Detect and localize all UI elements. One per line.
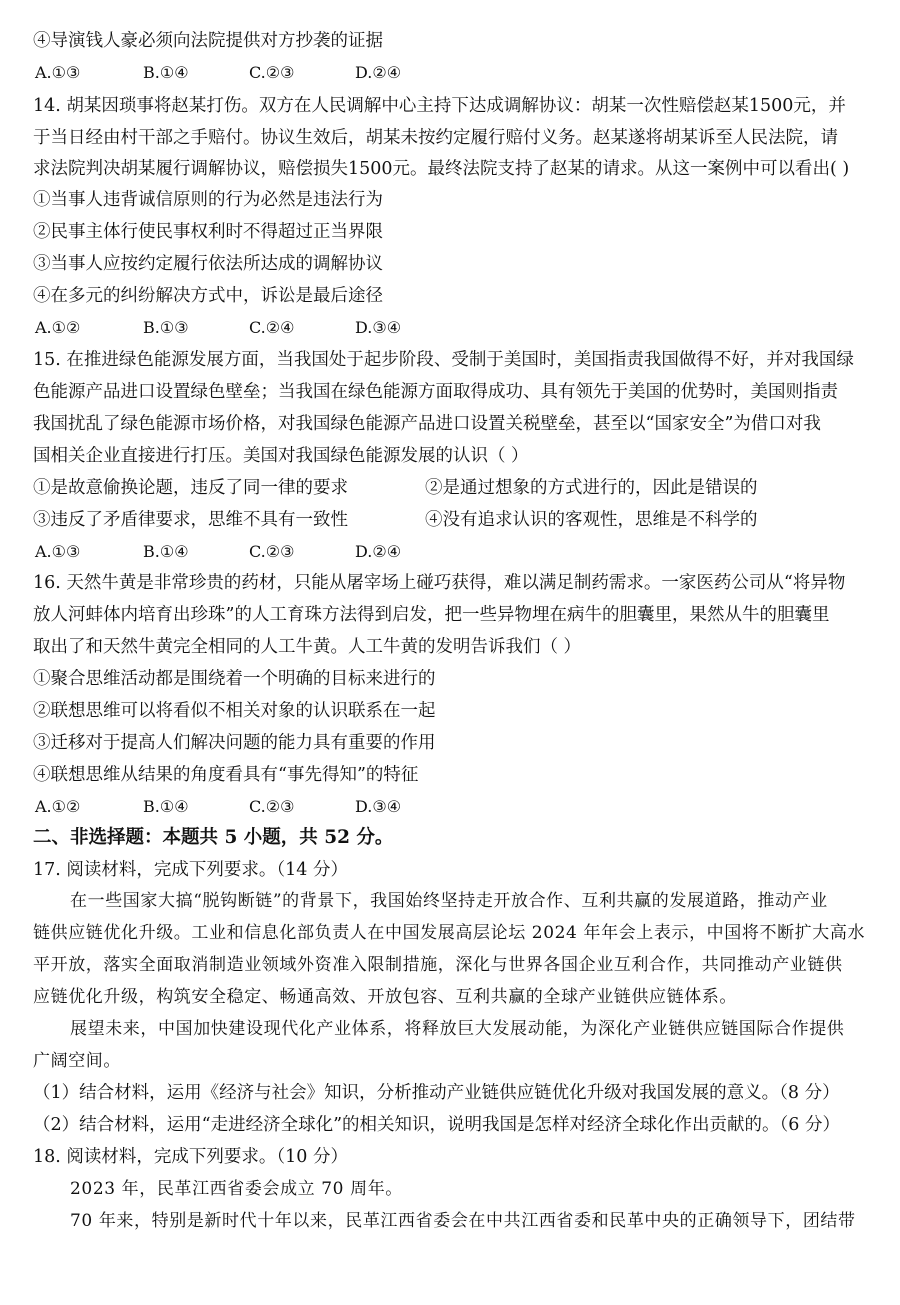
section-heading: 二、非选择题：本题共 5 小题，共 52 分。: [33, 827, 394, 848]
q16-option-a: A.①②: [35, 797, 81, 816]
q13-option-c: C.②③: [249, 63, 295, 82]
q15-stem-line-4: 国相关企业直接进行打压。美国对我国绿色能源发展的认识（ ）: [33, 446, 529, 466]
q16-option-d: D.③④: [355, 797, 402, 816]
q14-item-1: ①当事人违背诚信原则的行为必然是违法行为: [33, 190, 383, 210]
q15-item-4: ④没有追求认识的客观性，思维是不科学的: [425, 510, 758, 530]
q16-option-c: C.②③: [249, 797, 295, 816]
q16-stem-line-2: 放人河蚌体内培育出珍珠”的人工育珠方法得到启发，把一些异物埋在病牛的胆囊里，果然从牛的胆囊里: [33, 605, 830, 625]
q16-item-3: ③迁移对于提高人们解决问题的能力具有重要的作用: [33, 733, 436, 753]
q17-para2-line-2: 广阔空间。: [33, 1051, 121, 1071]
q13-option-d: D.②④: [355, 63, 402, 82]
q14-option-c: C.②④: [249, 318, 295, 337]
q15-option-b: B.①④: [143, 542, 189, 561]
q14-stem-line-2: 于当日经由村干部之手赔付。协议生效后，胡某未按约定履行赔付义务。赵某遂将胡某诉至人民法院，请: [33, 128, 838, 148]
q14-option-a: A.①②: [35, 318, 81, 337]
q16-stem-line-1: 16. 天然牛黄是非常珍贵的药材，只能从屠宰场上碰巧获得，难以满足制药需求。一家医药公司从“将异物: [33, 573, 846, 593]
q15-item-1: ①是故意偷换论题，违反了同一律的要求: [33, 478, 348, 498]
q17-requirement-1: （1）结合材料，运用《经济与社会》知识，分析推动产业链供应链优化升级对我国发展的意义。（8 分）: [33, 1083, 840, 1103]
q14-stem-line-3: 求法院判决胡某履行调解协议，赔偿损失1500元。最终法院支持了赵某的请求。从这一案例中可以看出( ): [33, 159, 850, 179]
q13-option-a: A.①③: [35, 63, 81, 82]
q15-stem-line-2: 色能源产品进口设置绿色壁垒；当我国在绿色能源方面取得成功、具有领先于美国的优势时，美国则指责: [33, 382, 838, 402]
q17-requirement-2: （2）结合材料，运用“走进经济全球化”的相关知识，说明我国是怎样对经济全球化作出贡献的。（6 分）: [33, 1115, 840, 1135]
q18-para-2: 70 年来，特别是新时代十年以来，民革江西省委会在中共江西省委和民革中央的正确领导下，团结带: [70, 1211, 856, 1231]
q16-item-2: ②联想思维可以将看似不相关对象的认识联系在一起: [33, 701, 436, 721]
q14-option-b: B.①③: [143, 318, 189, 337]
q16-stem-line-3: 取出了和天然牛黄完全相同的人工牛黄。人工牛黄的发明告诉我们（ ）: [33, 637, 582, 657]
q16-item-4: ④联想思维从结果的角度看具有“事先得知”的特征: [33, 765, 419, 785]
q17-para2-line-1: 展望未来，中国加快建设现代化产业体系，将释放巨大发展动能，为深化产业链供应链国际合作提供: [70, 1019, 845, 1039]
q17-para1-line-1: 在一些国家大搞“脱钩断链”的背景下，我国始终坚持走开放合作、互利共赢的发展道路，推动产业: [70, 891, 828, 911]
q15-item-3: ③违反了矛盾律要求，思维不具有一致性: [33, 510, 348, 530]
q14-item-4: ④在多元的纠纷解决方式中，诉讼是最后途径: [33, 286, 383, 306]
q14-stem-line-1: 14. 胡某因琐事将赵某打伤。双方在人民调解中心主持下达成调解协议：胡某一次性赔偿赵某1500元，并: [33, 96, 846, 116]
q13-option-b: B.①④: [143, 63, 189, 82]
q14-option-d: D.③④: [355, 318, 402, 337]
q14-item-3: ③当事人应按约定履行依法所达成的调解协议: [33, 254, 383, 274]
q16-option-b: B.①④: [143, 797, 189, 816]
q13-item-4: ④导演钱人豪必须向法院提供对方抄袭的证据: [33, 31, 383, 51]
q15-stem-line-1: 15. 在推进绿色能源发展方面，当我国处于起步阶段、受制于美国时，美国指责我国做得不好，并对我国绿: [33, 350, 854, 370]
q14-item-2: ②民事主体行使民事权利时不得超过正当界限: [33, 222, 383, 242]
q17-para1-line-3: 平开放，落实全面取消制造业领域外资准入限制措施，深化与世界各国企业互利合作，共同推动产业链供: [33, 955, 843, 975]
q15-stem-line-3: 我国扰乱了绿色能源市场价格，对我国绿色能源产品进口设置关税壁垒，甚至以“国家安全”为借口对我: [33, 414, 821, 434]
q17-title: 17. 阅读材料，完成下列要求。（14 分）: [33, 860, 348, 880]
q15-option-a: A.①③: [35, 542, 81, 561]
q17-para1-line-4: 应链优化升级，构筑安全稳定、畅通高效、开放包容、互利共赢的全球产业链供应链体系。: [33, 987, 737, 1007]
q18-para-1: 2023 年，民革江西省委会成立 70 周年。: [70, 1179, 403, 1199]
q17-para1-line-2: 链供应链优化升级。工业和信息化部负责人在中国发展高层论坛 2024 年年会上表示，中国将不断扩大高水: [33, 923, 866, 943]
q15-option-d: D.②④: [355, 542, 402, 561]
q15-item-2: ②是通过想象的方式进行的，因此是错误的: [425, 478, 758, 498]
q16-item-1: ①聚合思维活动都是围绕着一个明确的目标来进行的: [33, 669, 436, 689]
q15-option-c: C.②③: [249, 542, 295, 561]
q18-title: 18. 阅读材料，完成下列要求。（10 分）: [33, 1147, 348, 1167]
